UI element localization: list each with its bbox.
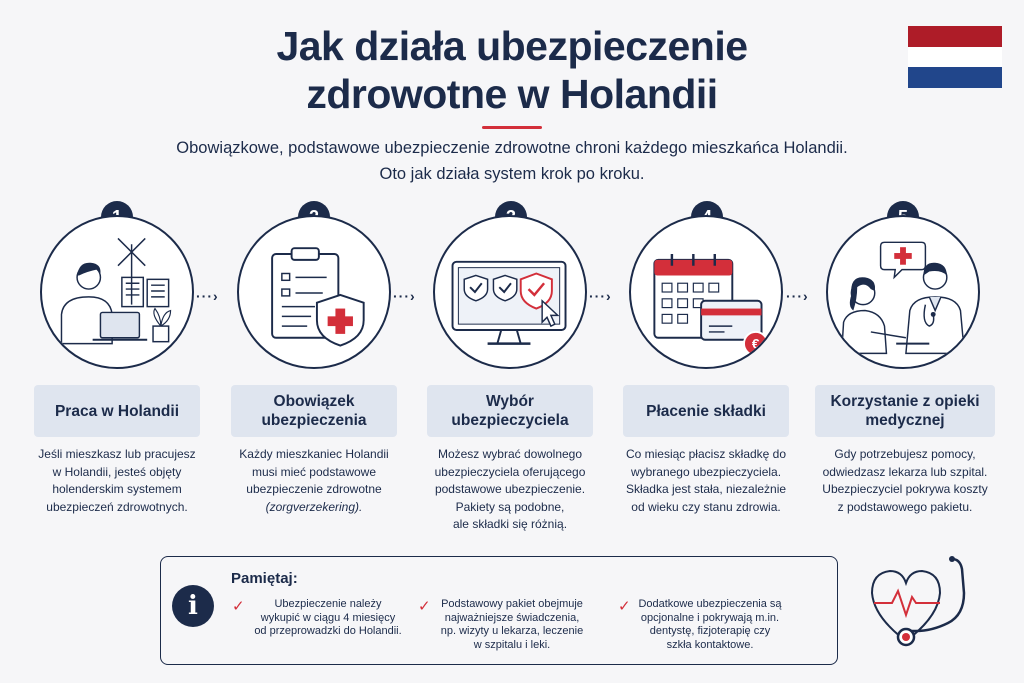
step-desc-line: Gdy potrzebujesz pomocy, [834,447,976,461]
reminder-item-line: w szpitalu i leki. [473,638,551,651]
step-desc-line: Jeśli mieszkasz lub pracujesz [38,447,196,461]
step-label-2: Obowiązek ubezpieczenia [231,385,397,437]
step-desc-line: Każdy mieszkaniec Holandii [239,447,389,461]
step-desc-5 [805,446,1005,516]
step-desc-line: Ubezpieczyciel pokrywa koszty [822,482,988,496]
step-desc-line: ale składki się różnią. [452,517,568,531]
page-title [0,22,1024,118]
subtitle-line-1: Obowiązkowe, podstawowe ubezpieczenie zdrowotne chroni każdego mieszkańca Holandii. [176,139,848,157]
title-underline [482,126,542,129]
step-desc-line: odwiedzasz lekarza lub szpital. [822,464,988,479]
reminder-item-line: np. wizyty u lekarza, leczenie [440,625,584,637]
calendar-card-icon [629,215,783,369]
step-arrow-2: ···› [393,288,416,304]
step-desc-line: od wieku czy stanu zdrowia. [631,499,781,514]
step-desc-line: z podstawowego pakietu. [837,499,973,514]
step-desc-line: Składka jest stała, niezależnie [625,482,787,496]
step-desc-2 [214,446,414,516]
step-desc-line [214,499,414,517]
reminder-title: Pamiętaj: [231,570,298,587]
step-desc-4 [606,446,806,516]
check-icon: ✓ [618,598,631,615]
step-desc-line: Możesz wybrać dowolnego [437,447,583,461]
step-desc-line: wybranego ubezpieczyciela. [630,464,782,479]
page-title-line-2: zdrowotne w Holandii [306,71,718,117]
person-laptop-icon [40,215,194,369]
step-desc-line: holenderskim systemem [52,482,182,496]
step-desc-italic: (zorgverzekering). [265,499,363,514]
step-desc-line: Co miesiąc płacisz składkę do [625,447,787,461]
reminder-item-2 [432,598,592,652]
reminder-item-line: szkła kontaktowe. [666,638,754,651]
info-icon: i [172,585,214,627]
step-desc-1 [17,446,217,516]
reminder-item-line: dentystę, fizjoterapię czy [649,625,771,637]
reminder-item-line: Podstawowy pakiet obejmuje [441,598,583,610]
step-desc-line: ubezpieczenie zdrowotne [246,482,382,496]
reminder-item-line: najważniejsze świadczenia, [444,611,580,624]
reminder-item-line: wykupić w ciągu 4 miesięcy [260,611,396,624]
reminder-item-line: Dodatkowe ubezpieczenia są [638,598,782,610]
check-icon: ✓ [418,598,431,615]
reminder-item-1 [248,598,408,639]
check-icon: ✓ [232,598,245,615]
step-label-3: Wybór ubezpieczyciela [427,385,593,437]
heart-stethoscope-icon [860,553,980,653]
step-desc-line: musi mieć podstawowe [251,464,377,479]
step-desc-line: Pakiety są podobne, [455,499,565,514]
reminder-item-3 [630,598,790,652]
step-desc-3 [410,446,610,534]
step-desc-line: podstawowe ubezpieczenie. [434,482,586,496]
subtitle-line-2: Oto jak działa system krok po kroku. [379,165,645,183]
monitor-shields-icon [433,215,587,369]
step-arrow-3: ···› [589,288,612,304]
step-label-5: Korzystanie z opieki medycznej [815,385,995,437]
reminder-item-line: Ubezpieczenie należy [274,598,382,610]
clipboard-shield-icon [237,215,391,369]
step-label-1: Praca w Holandii [34,385,200,437]
step-desc-line: ubezpieczeń zdrowotnych. [46,499,188,514]
step-arrow-1: ···› [196,288,219,304]
page-title-line-1: Jak działa ubezpieczenie [276,23,748,69]
step-arrow-4: ···› [786,288,809,304]
subtitle [0,135,1024,187]
step-desc-line: w Holandii, jesteś objęty [52,464,182,479]
dutch-flag-icon [908,26,1002,88]
step-label-4: Płacenie składki [623,385,789,437]
reminder-item-line: opcjonalne i pokrywają m.in. [640,611,780,624]
step-desc-line: ubezpieczyciela oferującego [434,464,586,479]
reminder-item-line: od przeprowadzki do Holandii. [254,625,402,637]
doctor-patient-icon [826,215,980,369]
svg-text:€: € [751,336,760,352]
